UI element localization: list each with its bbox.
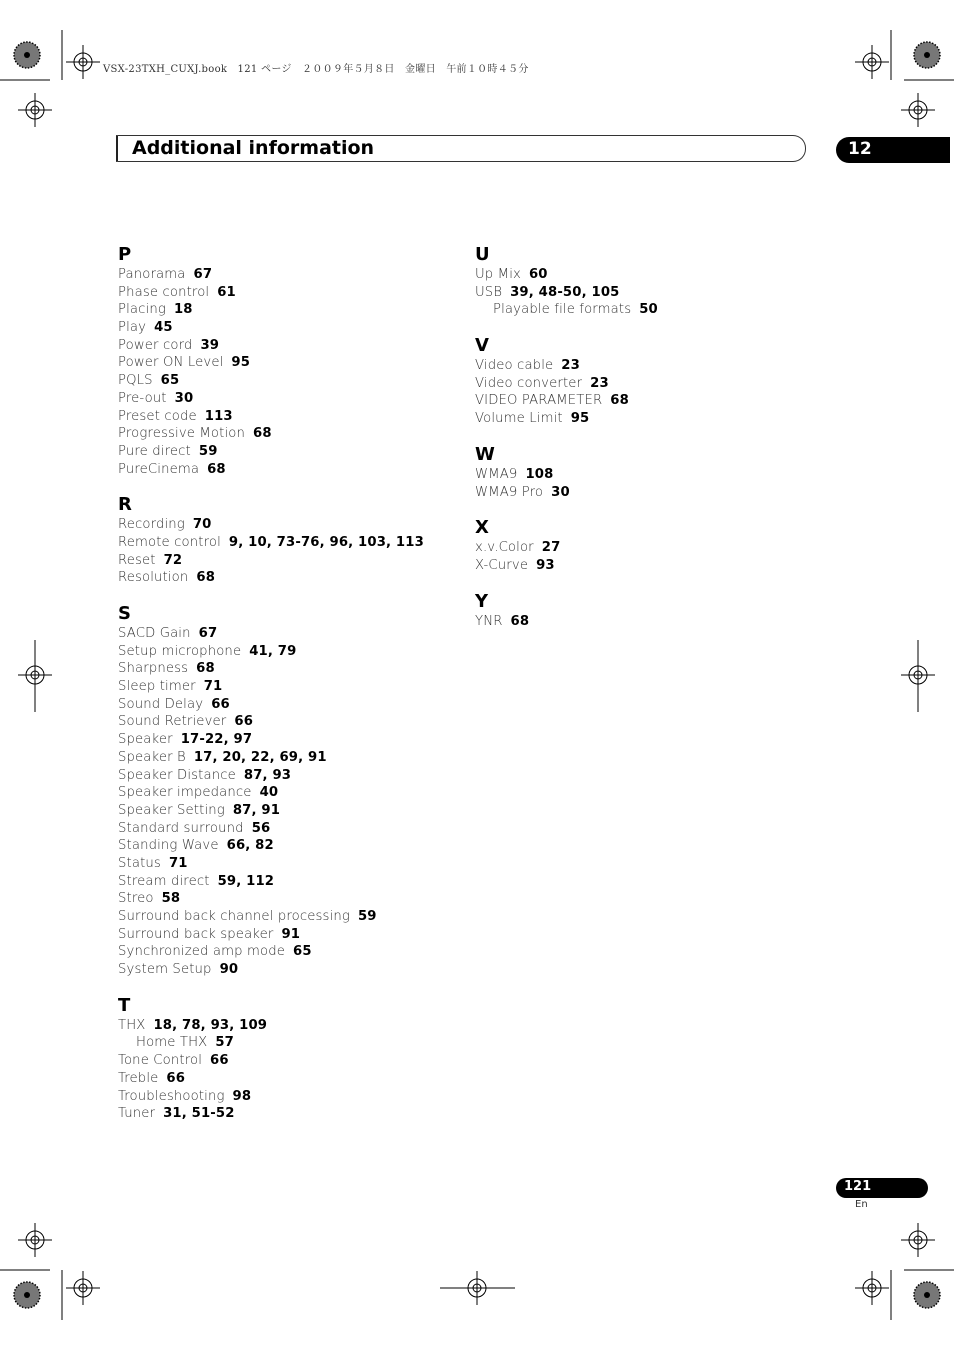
index-pages: 66 — [166, 1070, 186, 1086]
index-term: Tone Control — [118, 1053, 203, 1069]
index-entry — [118, 408, 448, 426]
index-term: Pure direct — [118, 443, 191, 459]
index-entry — [118, 425, 448, 443]
index-pages: 17-22, 97 — [180, 732, 253, 748]
index-term: Placing — [118, 302, 166, 318]
index-entry — [118, 1088, 448, 1106]
index-term: Play — [118, 320, 147, 336]
index-pages: 113 — [204, 408, 233, 424]
index-pages: 9, 10, 73-76, 96, 103, 113 — [228, 534, 424, 550]
index-pages: 18, 78, 93, 109 — [153, 1017, 268, 1033]
index-letter-heading: R — [118, 494, 132, 516]
index-term: Power cord — [118, 337, 193, 353]
index-section-y — [475, 591, 805, 631]
index-pages: 71 — [168, 855, 188, 871]
index-pages: 68 — [196, 661, 215, 677]
index-term: Remote control — [118, 534, 221, 550]
index-term: Sound Retriever — [118, 714, 227, 730]
index-entry — [118, 908, 448, 926]
index-pages: 67 — [198, 626, 218, 641]
index-entry — [475, 284, 805, 302]
index-entry — [475, 266, 805, 284]
index-letter-heading: X — [475, 517, 489, 539]
index-term: Surround back channel processing — [118, 909, 350, 924]
index-entry — [118, 678, 448, 696]
index-pages: 30 — [551, 484, 570, 500]
index-entry — [118, 1017, 448, 1035]
index-entry — [118, 731, 448, 749]
index-pages: 45 — [154, 320, 173, 336]
index-entry — [118, 855, 448, 873]
index-pages: 90 — [219, 962, 239, 978]
index-term: Volume Limit — [475, 411, 563, 427]
index-entry — [118, 943, 448, 961]
index-entry — [118, 319, 448, 337]
index-term: Speaker Setting — [118, 802, 225, 818]
index-pages: 23 — [561, 358, 580, 374]
index-term: YNR — [475, 613, 503, 629]
index-pages: 87, 91 — [232, 802, 281, 818]
index-term: Sound Delay — [118, 696, 204, 712]
index-column-left — [118, 244, 448, 1139]
index-term: Setup microphone — [118, 643, 242, 659]
index-entry — [118, 390, 448, 408]
index-pages: 59 — [357, 909, 377, 924]
index-entry — [118, 372, 448, 390]
language-code: En — [855, 1199, 868, 1210]
index-term: PureCinema — [118, 461, 200, 477]
index-term: Home THX — [136, 1035, 208, 1051]
index-entry — [118, 749, 448, 767]
index-pages: 68 — [196, 570, 216, 586]
index-entry — [475, 484, 805, 502]
index-term: x.v.Color — [475, 540, 534, 556]
index-term: Troubleshooting — [118, 1088, 225, 1104]
index-pages: 39, 48-50, 105 — [510, 284, 620, 300]
index-entry — [118, 1034, 448, 1052]
index-pages: 95 — [570, 411, 590, 427]
chapter-number: 12 — [848, 139, 872, 159]
index-entry — [118, 696, 448, 714]
index-pages: 95 — [231, 355, 251, 371]
index-term: Preset code — [118, 408, 197, 424]
index-entry — [118, 873, 448, 891]
index-entry — [118, 1070, 448, 1088]
index-letter-heading: W — [475, 443, 495, 465]
index-term: Reset — [118, 552, 156, 568]
index-column-right — [475, 244, 805, 646]
index-pages: 68 — [610, 393, 629, 409]
index-pages: 108 — [525, 466, 554, 482]
index-letter-heading: Y — [475, 590, 489, 612]
index-entry — [118, 443, 448, 461]
index-pages: 59, 112 — [217, 873, 275, 889]
index-entry — [118, 802, 448, 820]
index-term: Video converter — [475, 375, 583, 391]
index-term: WMA9 — [475, 466, 518, 482]
index-term: Status — [118, 855, 161, 871]
index-entry — [475, 301, 805, 319]
index-term: Synchronized amp mode — [118, 944, 286, 960]
index-entry — [118, 767, 448, 785]
index-term: Surround back speaker — [118, 926, 274, 942]
index-term: Phase control — [118, 284, 210, 300]
index-pages: 31, 51-52 — [163, 1106, 235, 1122]
index-section-v — [475, 335, 805, 428]
page-number-tab — [836, 1178, 928, 1198]
index-entry — [118, 625, 448, 643]
index-pages: 41, 79 — [249, 643, 297, 659]
page-title: Additional information — [132, 137, 375, 159]
index-term: Sharpness — [118, 661, 189, 677]
index-pages: 57 — [215, 1035, 234, 1051]
index-pages: 56 — [251, 820, 271, 836]
index-entry — [475, 557, 805, 575]
index-pages: 30 — [174, 390, 194, 406]
index-pages: 87, 93 — [243, 767, 292, 783]
index-pages: 66 — [234, 714, 254, 730]
index-term: Recording — [118, 517, 185, 533]
index-pages: 93 — [536, 557, 555, 573]
index-term: Speaker — [118, 732, 173, 748]
index-entry — [118, 552, 448, 570]
index-section-p — [118, 244, 448, 478]
index-entry — [475, 392, 805, 410]
index-pages: 40 — [259, 785, 279, 801]
index-term: Streo — [118, 891, 154, 907]
index-term: USB — [475, 284, 503, 300]
index-pages: 23 — [590, 375, 609, 391]
index-entry — [118, 660, 448, 678]
index-term: Video cable — [475, 358, 554, 374]
index-term: Resolution — [118, 570, 189, 586]
index-pages: 50 — [639, 302, 658, 318]
index-entry — [118, 461, 448, 479]
index-term: Standing Wave — [118, 838, 219, 854]
index-pages: 27 — [541, 540, 561, 556]
index-term: WMA9 Pro — [475, 484, 544, 500]
index-entry — [118, 713, 448, 731]
index-term: Up Mix — [475, 267, 521, 282]
index-pages: 67 — [193, 267, 213, 282]
index-pages: 58 — [161, 891, 181, 907]
index-entry — [118, 890, 448, 908]
index-entry — [118, 284, 448, 302]
index-term: Sleep timer — [118, 679, 196, 695]
index-term: Panorama — [118, 267, 186, 282]
index-entry — [118, 569, 448, 587]
index-entry — [118, 643, 448, 661]
index-pages: 59 — [198, 443, 218, 459]
index-term: SACD Gain — [118, 626, 191, 641]
index-entry — [475, 375, 805, 393]
index-term: Speaker B — [118, 749, 186, 765]
index-section-u — [475, 244, 805, 319]
index-letter-heading: T — [118, 994, 131, 1016]
index-section-t — [118, 995, 448, 1123]
index-pages: 18 — [173, 302, 193, 318]
index-letter-heading: U — [475, 244, 490, 265]
index-entry — [118, 534, 448, 552]
index-term: Treble — [118, 1070, 159, 1086]
index-entry — [118, 1052, 448, 1070]
index-letter-heading: S — [118, 603, 131, 624]
page-number: 121 — [844, 1179, 872, 1194]
index-term: Standard surround — [118, 820, 244, 836]
index-pages: 66 — [211, 696, 230, 712]
index-pages: 66 — [210, 1053, 229, 1069]
index-section-r — [118, 494, 448, 587]
index-entry — [118, 354, 448, 372]
index-pages: 60 — [528, 267, 548, 282]
index-term: PQLS — [118, 373, 153, 389]
index-term: X-Curve — [475, 557, 529, 573]
index-pages: 68 — [253, 426, 272, 442]
index-letter-heading: P — [118, 244, 132, 265]
index-pages: 68 — [207, 461, 226, 477]
print-info: VSX-23TXH_CUXJ.book 121 ページ ２００９年５月８日 金曜日 午前１０時４５分 — [103, 64, 529, 75]
index-entry — [475, 410, 805, 428]
index-entry — [475, 466, 805, 484]
index-term: THX — [118, 1017, 146, 1033]
index-pages: 66, 82 — [226, 838, 274, 854]
index-entry — [118, 820, 448, 838]
section-header — [116, 135, 806, 162]
index-pages: 39 — [200, 337, 220, 353]
index-section-w — [475, 444, 805, 501]
index-letter-heading: V — [475, 335, 489, 357]
index-term: Pre-out — [118, 390, 167, 406]
index-entry — [118, 337, 448, 355]
index-pages: 61 — [217, 284, 236, 300]
chapter-tab — [836, 137, 950, 163]
index-entry — [118, 926, 448, 944]
index-term: VIDEO PARAMETER — [475, 393, 603, 409]
index-entry — [475, 613, 805, 631]
index-entry — [118, 516, 448, 534]
index-pages: 91 — [281, 926, 301, 942]
index-entry — [118, 961, 448, 979]
index-term: Power ON Level — [118, 355, 224, 371]
index-pages: 98 — [232, 1088, 252, 1104]
index-term: Stream direct — [118, 873, 210, 889]
index-entry — [118, 1105, 448, 1123]
index-pages: 72 — [163, 552, 183, 568]
index-term: Speaker Distance — [118, 767, 236, 783]
index-section-s — [118, 603, 448, 979]
index-pages: 17, 20, 22, 69, 91 — [193, 749, 327, 765]
index-term: Tuner — [118, 1106, 156, 1122]
index-pages: 65 — [160, 373, 180, 389]
index-entry — [118, 837, 448, 855]
index-term: Playable file formats — [493, 302, 632, 318]
index-entry — [475, 357, 805, 375]
index-pages: 70 — [192, 517, 212, 533]
index-pages: 68 — [510, 613, 530, 629]
index-term: Speaker impedance — [118, 785, 252, 801]
index-entry — [118, 266, 448, 284]
index-section-x — [475, 517, 805, 574]
index-pages: 71 — [203, 679, 223, 695]
index-pages: 65 — [293, 944, 312, 960]
index-term: Progressive Motion — [118, 426, 246, 442]
index-term: System Setup — [118, 962, 212, 978]
index-entry — [475, 539, 805, 557]
index-entry — [118, 784, 448, 802]
index-entry — [118, 301, 448, 319]
